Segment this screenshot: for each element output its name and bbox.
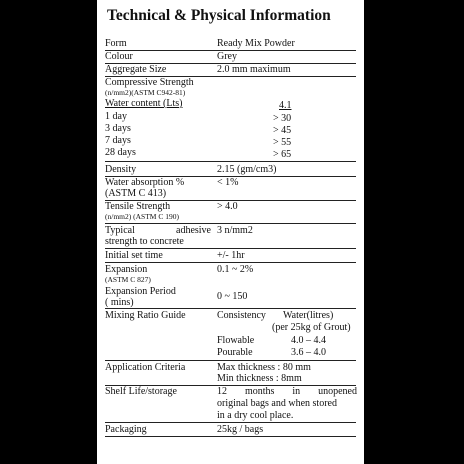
water-absorption-value: < 1% [217, 177, 239, 188]
expansion-sub: (ASTM C 827) [105, 275, 151, 284]
row-compressive [105, 77, 356, 162]
adhesive-label-a: Typical [105, 225, 135, 236]
colour-value: Grey [217, 51, 237, 62]
shelf-word-4: unopened [318, 386, 357, 397]
row-water-absorption [105, 177, 356, 201]
shelf-word-2: months [244, 386, 275, 397]
application-label: Application Criteria [105, 362, 186, 373]
initial-set-label: Initial set time [105, 250, 163, 261]
expansion-period-unit: ( mins) [105, 297, 134, 308]
row-mixing-ratio [105, 310, 356, 361]
shelf-line-2: original bags and when stored [217, 398, 337, 409]
application-max: Max thickness : 80 mm [217, 362, 311, 373]
row-form [105, 38, 356, 51]
row-aggregate [105, 64, 356, 77]
day-7-label: 7 days [105, 135, 131, 146]
mixing-flowable-label: Flowable [217, 335, 255, 346]
aggregate-label: Aggregate Size [105, 64, 167, 75]
expansion-label: Expansion [105, 264, 148, 275]
row-density [105, 164, 356, 177]
shelf-line-1 [217, 386, 357, 397]
adhesive-value: 3 n/mm2 [217, 225, 253, 236]
packaging-label: Packaging [105, 424, 147, 435]
water-content-value: 4.1 [279, 100, 292, 111]
packaging-value: 25kg / bags [217, 424, 264, 435]
colour-label: Colour [105, 51, 133, 62]
water-absorption-label: Water absorption % [105, 177, 185, 188]
initial-set-value: +/- 1hr [217, 250, 245, 261]
row-packaging [105, 424, 356, 437]
shelf-label: Shelf Life/storage [105, 386, 177, 397]
aggregate-value: 2.0 mm maximum [217, 64, 291, 75]
tensile-label: Tensile Strength [105, 201, 171, 212]
tensile-value: > 4.0 [217, 201, 238, 212]
day-28-label: 28 days [105, 147, 136, 158]
mixing-pourable-label: Pourable [217, 347, 253, 358]
density-value: 2.15 (gm/cm3) [217, 164, 277, 175]
adhesive-label-b: adhesive [176, 225, 211, 236]
row-colour [105, 51, 356, 64]
tensile-sub: (n/mm2) (ASTM C 190) [105, 212, 179, 221]
row-application [105, 362, 356, 386]
form-value: Ready Mix Powder [217, 38, 295, 49]
water-absorption-std: (ASTM C 413) [105, 188, 167, 199]
shelf-word-3: in [292, 386, 301, 397]
day-1-value: > 30 [273, 113, 292, 124]
expansion-value: 0.1 ~ 2% [217, 264, 254, 275]
document-page [97, 0, 364, 464]
mixing-col-consistency: Consistency [217, 310, 266, 321]
shelf-line-3: in a dry cool place. [217, 410, 294, 421]
row-initial-set [105, 250, 356, 263]
mixing-pourable-value: 3.6 – 4.0 [291, 347, 326, 358]
day-28-value: > 65 [273, 149, 292, 160]
mixing-col-water: Water(litres) [283, 310, 334, 321]
row-expansion [105, 264, 356, 286]
day-3-value: > 45 [273, 125, 292, 136]
expansion-period-label: Expansion Period [105, 286, 176, 297]
shelf-word-1: 12 [217, 386, 227, 397]
density-label: Density [105, 164, 137, 175]
row-adhesive [105, 225, 356, 249]
row-tensile [105, 201, 356, 224]
water-content-label: Water content (Lts) [105, 98, 183, 109]
form-label: Form [105, 38, 127, 49]
day-7-value: > 55 [273, 137, 292, 148]
row-shelf-life [105, 386, 356, 423]
row-expansion-period [105, 286, 356, 309]
day-1-label: 1 day [105, 111, 127, 122]
page-title: Technical & Physical Information [107, 7, 331, 24]
compressive-sub: (n/mm2)(ASTM C942-81) [105, 88, 186, 97]
mixing-col-water-note: (per 25kg of Grout) [272, 322, 351, 333]
adhesive-label-line [105, 225, 211, 236]
compressive-label: Compressive Strength [105, 77, 194, 88]
expansion-period-value: 0 ~ 150 [217, 291, 248, 302]
day-3-label: 3 days [105, 123, 131, 134]
adhesive-label-2: strength to concrete [105, 236, 184, 247]
mixing-flowable-value: 4.0 – 4.4 [291, 335, 326, 346]
application-min: Min thickness : 8mm [217, 373, 302, 384]
mixing-label: Mixing Ratio Guide [105, 310, 186, 321]
